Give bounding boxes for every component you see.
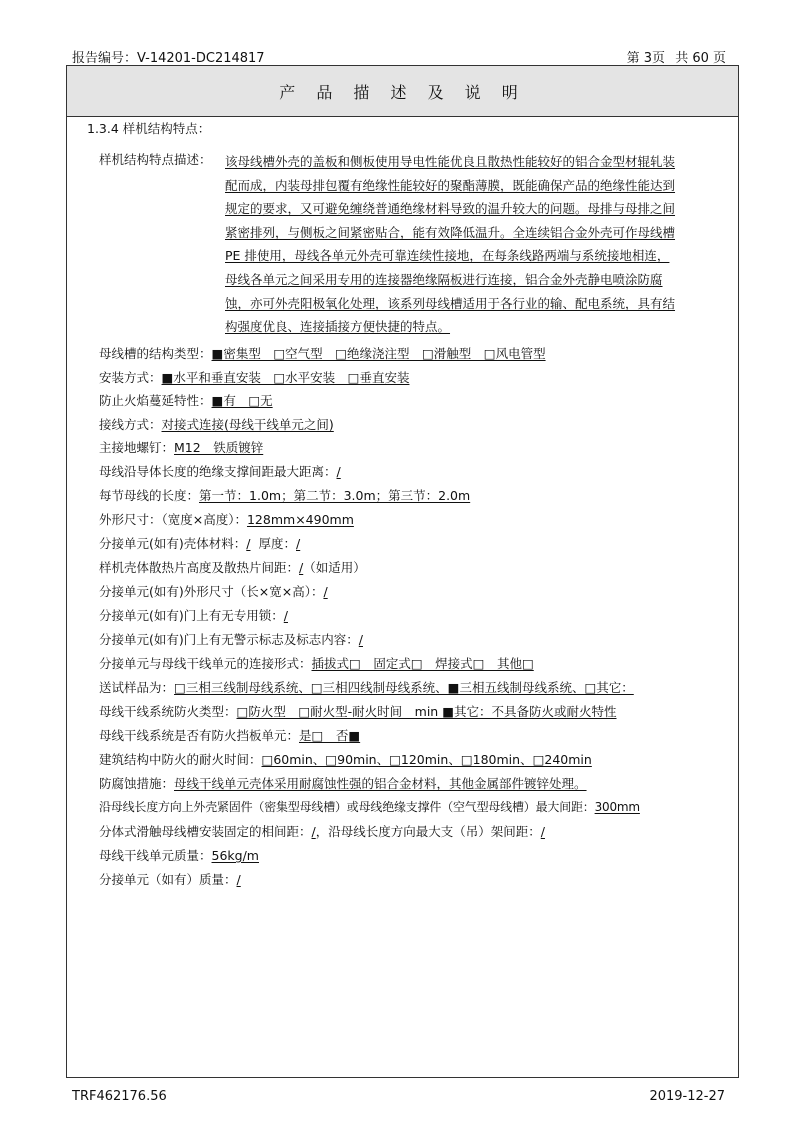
field-label: 厚度： — [258, 536, 296, 551]
field-value: ■密集型 □空气型 □绝缘浇注型 □滑触型 □风电管型 — [211, 346, 546, 361]
field-label: 母线干线单元质量： — [99, 848, 212, 863]
field-label: 分接单元(如有)外形尺寸（长×宽×高）： — [99, 584, 324, 599]
field-label: 分接单元与母线干线单元的连接形式： — [99, 656, 312, 671]
field-dimensions — [99, 510, 354, 528]
field-connection — [99, 415, 334, 433]
description-line: 构强度优良、连接插接方便快捷的特点。 — [225, 319, 451, 335]
field-busway-type — [99, 344, 546, 362]
field-value: / — [311, 824, 316, 839]
field-value: ■有 □无 — [211, 393, 273, 408]
report-number: 报告编号：V-14201-DC214817 — [72, 51, 265, 66]
field-label: 送试样品为： — [99, 680, 175, 695]
field-label: 外形尺寸：（宽度×高度）： — [99, 512, 247, 527]
field-sample-system — [99, 678, 634, 696]
field-phase-spacing — [99, 822, 545, 840]
field-label: 母线干线系统是否有防火挡板单元： — [99, 728, 300, 743]
field-installation — [99, 368, 409, 386]
field-label: 主接地螺钉： — [99, 440, 175, 455]
field-fire-resistance — [99, 750, 592, 768]
field-value: 对接式连接(母线干线单元之间) — [161, 417, 334, 432]
total-pages: 共 60 页 — [675, 51, 726, 66]
field-value: 母线干线单元壳体采用耐腐蚀性强的铝合金材料，其他金属部件镀锌处理。 — [174, 776, 587, 791]
description-line: 该母线槽外壳的盖板和侧板使用导电性能优良且散热性能较好的铝合金型材辊轧装 — [225, 154, 676, 169]
field-label: ，沿母线长度方向最大支（吊）架间距： — [315, 824, 541, 839]
field-label: 防腐蚀措施： — [99, 776, 175, 791]
field-value: 第一节：1.0m；第二节：3.0m；第三节：2.0m — [199, 488, 471, 503]
field-value: / — [246, 536, 251, 551]
field-value: 是□ 否■ — [299, 728, 361, 743]
description-line: 蚀，亦可外壳阳极氧化处理，该系列母线槽适用于各行业的输、配电系统，具有结 — [225, 295, 676, 311]
field-value: 插拔式□ 固定式□ 焊接式□ 其他□ — [311, 656, 534, 671]
field-label: 接线方式： — [99, 417, 162, 432]
field-label: 建筑结构中防火的耐火时间： — [99, 752, 262, 767]
field-support-spacing — [99, 462, 341, 480]
field-section-length — [99, 486, 470, 504]
field-tapoff-material — [99, 534, 300, 552]
field-suffix: （如适用） — [303, 560, 366, 575]
field-value: ■水平和垂直安装 □水平安装 □垂直安装 — [161, 370, 410, 385]
field-label: 安装方式： — [99, 370, 162, 385]
field-value: / — [296, 536, 301, 551]
field-value: 128mm×490mm — [246, 512, 354, 527]
field-label: 分接单元（如有）质量： — [99, 872, 237, 887]
field-label: 样机壳体散热片高度及散热片间距： — [99, 560, 300, 575]
description-line: 规定的要求，又可避免缠绕普通绝缘材料导致的温升较大的问题。母排与母排之间 — [225, 201, 676, 217]
field-tapoff-mass — [99, 870, 241, 888]
page-number: 第 3页 — [626, 51, 666, 66]
description-line: 母线各单元之间采用专用的连接器绝缘隔板进行连接，铝合金外壳静电喷涂防腐 — [225, 271, 663, 287]
field-label: 母线干线系统防火类型： — [99, 704, 237, 719]
field-value: 300mm — [594, 800, 640, 814]
field-label: 分体式滑触母线槽安装固定的相间距： — [99, 824, 312, 839]
field-tapoff-connection — [99, 654, 534, 672]
section-heading: 1.3.4 样机结构特点： — [87, 121, 211, 136]
form-code: TRF462176.56 — [72, 1089, 167, 1104]
field-value: / — [540, 824, 545, 839]
field-tapoff-lock — [99, 606, 288, 624]
description-text — [225, 150, 733, 339]
page-indicator — [621, 47, 726, 66]
field-ground-screw — [99, 438, 263, 456]
field-value: / — [358, 632, 363, 647]
field-value: □60min、□90min、□120min、□180min、□240min — [261, 752, 592, 767]
field-flame-spread — [99, 391, 273, 409]
field-busway-mass — [99, 846, 259, 864]
field-label: 分接单元(如有)门上有无警示标志及标志内容： — [99, 632, 359, 647]
field-value: / — [323, 584, 328, 599]
field-label: 分接单元(如有)壳体材料： — [99, 536, 247, 551]
field-value: □防火型 □耐火型-耐火时间 min ■其它：不具备防火或耐火特性 — [236, 704, 617, 719]
page-title: 产 品 描 述 及 说 明 — [67, 66, 738, 117]
field-value: 56kg/m — [211, 848, 259, 863]
description-label: 样机结构特点描述： — [99, 152, 212, 167]
field-tapoff-warning — [99, 630, 363, 648]
description-line: PE 排使用，母线各单元外壳可靠连续性接地，在每条线路两端与系统接地相连， — [225, 248, 670, 264]
field-value: / — [299, 560, 304, 575]
field-label: 母线槽的结构类型： — [99, 346, 212, 361]
field-fire-type — [99, 702, 617, 720]
field-label: 沿母线长度方向上外壳紧固件（密集型母线槽）或母线绝缘支撑件（空气型母线槽）最大间距： — [99, 800, 595, 814]
field-label: 防止火焰蔓延特性： — [99, 393, 212, 408]
field-fire-barrier — [99, 726, 360, 744]
field-value: □三相三线制母线系统、□三相四线制母线系统、■三相五线制母线系统、□其它： — [174, 680, 634, 695]
field-label: 每节母线的长度： — [99, 488, 200, 503]
report-date: 2019-12-27 — [649, 1089, 725, 1104]
field-value: / — [336, 464, 341, 479]
field-label: 母线沿导体长度的绝缘支撑间距最大距离： — [99, 464, 337, 479]
description-line: 配而成，内装母排包覆有绝缘性能较好的聚酯薄膜，既能确保产品的绝缘性能达到 — [225, 177, 676, 193]
field-anticorrosion — [99, 774, 587, 792]
field-label: 分接单元(如有)门上有无专用锁： — [99, 608, 284, 623]
field-value: / — [236, 872, 241, 887]
field-value: M12 铁质镀锌 — [174, 440, 264, 455]
field-heatsink — [99, 558, 366, 576]
field-value: / — [283, 608, 288, 623]
content-frame — [66, 65, 739, 1078]
field-tapoff-size — [99, 582, 328, 600]
description-line: 紧密排列，与侧板之间紧密贴合，能有效降低温升。全连续铝合金外壳可作母线槽 — [225, 224, 676, 240]
field-fastener-spacing — [99, 798, 640, 815]
